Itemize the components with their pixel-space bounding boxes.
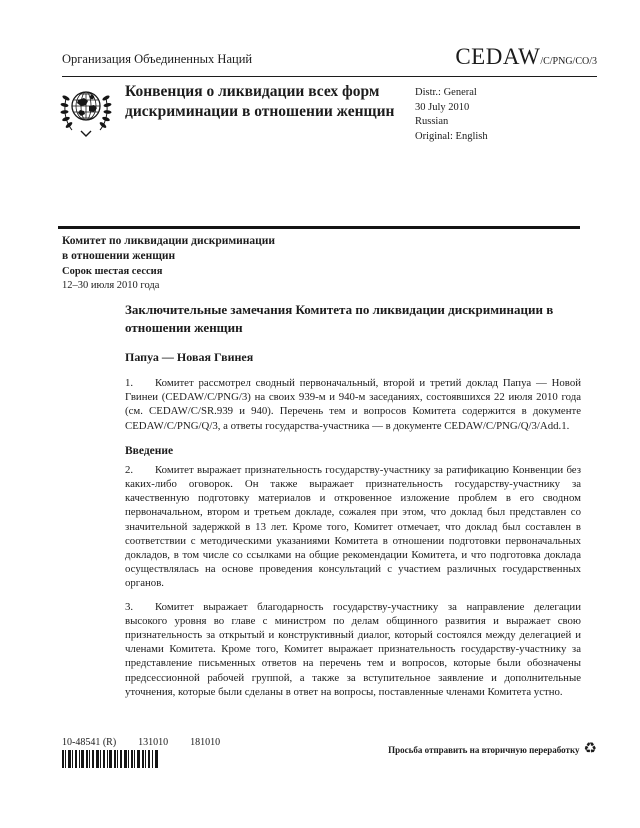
- distr-original: Original: English: [415, 130, 488, 142]
- committee-name-line1: Комитет по ликвидации дискриминации: [62, 235, 276, 247]
- document-symbol-main: CEDAW: [455, 44, 541, 69]
- document-symbol: [455, 44, 597, 70]
- committee-block: [62, 234, 275, 293]
- paragraph-2-number: 2.: [125, 463, 134, 476]
- organization-name: Организация Объединенных Наций: [62, 52, 253, 66]
- paragraph-3: [125, 600, 581, 699]
- paragraph-2: [125, 463, 581, 591]
- recycle-icon: ♻: [583, 741, 597, 757]
- committee-name-line2: в отношении женщин: [62, 250, 176, 262]
- country-heading: Папуа — Новая Гвинея: [125, 350, 254, 364]
- paragraph-1: [125, 376, 581, 433]
- barcode-icon: [62, 750, 162, 773]
- distribution-block: [415, 86, 488, 144]
- print-date-1: 131010: [138, 737, 169, 748]
- paragraph-3-text: Комитет выражает благодарность государству-участнику за направление делегации высокого уровня во главе с министром по делам общинного развития и выражает свою признательность за открытый и конструктивный диалог, который состоялся между делегацией и членами Комитета. Кроме того, Комитет выражает признательность государству-участнику за представление письменных ответов на перечень тем и вопросов, которые были обозначены предсессионной рабочей группой, а также за вступительное заявление и дополнительные уточнения, которые были сделаны в ответ на вопросы, поставленные членами Комитета устно.: [125, 600, 581, 698]
- document-symbol-suffix: /C/PNG/CO/3: [540, 56, 597, 67]
- recycle-notice: [388, 742, 597, 757]
- distr-language: Russian: [415, 116, 449, 127]
- document-title: Заключительные замечания Комитета по ликвидации дискриминации в отношении женщин: [125, 302, 554, 335]
- paragraph-2-text: Комитет выражает признательность государству-участнику за ратификацию Конвенции без каких-либо оговорок. Он также выражает признательность государству-участнику за качественную подготовку материалов и откровенное изложение проблем в его сводном первоначальном, втором и третьем докладе, сожалея при этом, что доклад был представлен со значительной задержкой в 13 лет. Кроме того, Комитет отмечает, что доклад был составлен в соответствии с методическими указаниями Комитета в отношении подготовки первоначальных докладов, в том числе со ссылками на общие рекомендации Комитета, и что подготовка доклада осуществлялась на основе проведения консультаций с участием различных государственных органов.: [125, 463, 581, 590]
- introduction-heading: Введение: [125, 444, 174, 457]
- paragraph-1-text: Комитет рассмотрел сводный первоначальный, второй и третий доклад Папуа — Новой Гвинеи (CEDAW/C/PNG/3) на своих 939-м и 940-м заседаниях, состоявшихся 22 июля 2010 года (см. CEDAW/C/SR.939 и 940). Перечень тем и вопросов Комитета содержится в документе CEDAW/C/PNG/Q/3, а ответы государства-участника — в документе CEDAW/C/PNG/Q/3/Add.1.: [125, 377, 581, 432]
- session-title: Сорок шестая сессия: [62, 266, 163, 277]
- print-code: 10-48541 (R): [62, 737, 117, 748]
- masthead-rule: [58, 226, 580, 229]
- session-dates: 12–30 июля 2010 года: [62, 280, 160, 291]
- distr-type: Distr.: General: [415, 87, 477, 98]
- recycle-text: Просьба отправить на вторичную переработку: [388, 744, 580, 755]
- paragraph-3-number: 3.: [125, 600, 134, 613]
- paragraph-1-number: 1.: [125, 377, 134, 389]
- un-emblem-icon: [56, 82, 116, 145]
- print-code-line: [62, 737, 220, 748]
- convention-title: Конвенция о ликвидации всех форм дискриминации в отношении женщин: [125, 83, 395, 120]
- header-rule: [62, 76, 597, 77]
- distr-date: 30 July 2010: [415, 101, 470, 113]
- document-body: [125, 301, 581, 708]
- print-date-2: 181010: [190, 737, 221, 748]
